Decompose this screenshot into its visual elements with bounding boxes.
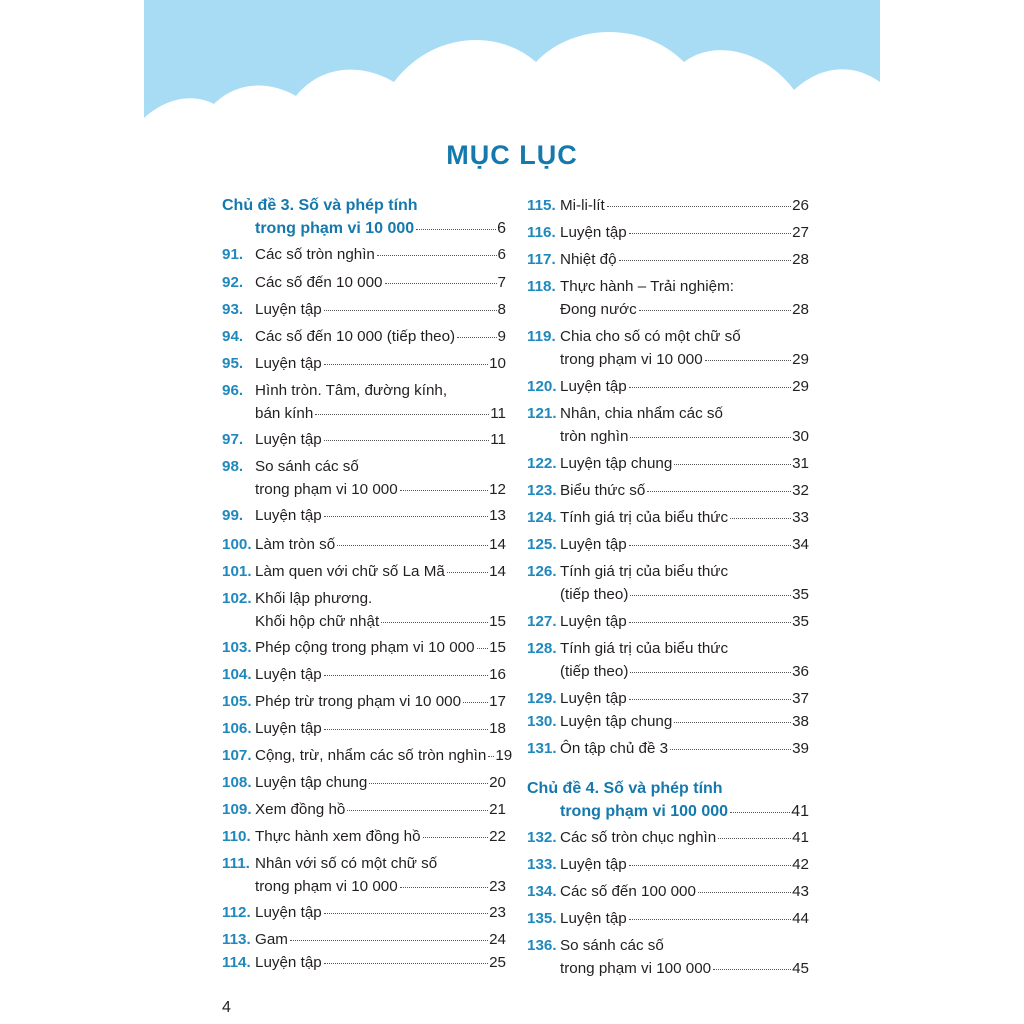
toc-entry-title: Các số đến 100 000 <box>560 883 696 900</box>
toc-entry-title: Luyện tập <box>255 431 322 448</box>
toc-entry-title: Luyện tập chung <box>560 713 673 730</box>
toc-page-ref: 27 <box>792 224 809 241</box>
dot-leader <box>607 206 791 207</box>
toc-entry-line <box>255 325 506 348</box>
toc-entry-title: trong phạm vi 10 000 <box>255 878 398 895</box>
toc-entry-number: 112. <box>222 904 251 921</box>
toc-page-ref: 22 <box>489 828 506 845</box>
dot-leader <box>477 648 489 649</box>
toc-entry-line <box>560 194 809 217</box>
toc-entry-number: 135. <box>527 910 557 927</box>
toc-entry-title: Luyện tập <box>560 224 627 241</box>
toc-entry-line <box>560 957 809 980</box>
toc-entry-number: 132. <box>527 829 557 846</box>
toc-entry-line <box>255 504 506 527</box>
toc-page-ref: 14 <box>489 563 506 580</box>
toc-entry-line <box>255 717 506 740</box>
toc-entry-title: Luyện tập <box>560 613 627 630</box>
toc-entry-title: Tính giá trị của biểu thức <box>560 509 729 526</box>
toc-entry-number: 121. <box>527 405 557 422</box>
toc-entry-line <box>255 455 506 478</box>
toc-entry-title: Làm quen với chữ số La Mã <box>255 563 445 580</box>
dot-leader <box>324 364 488 365</box>
toc-entry-title: trong phạm vi 100 000 <box>560 960 712 977</box>
toc-entry-number: 108. <box>222 774 252 791</box>
toc-entry-title: Luyện tập <box>560 536 627 553</box>
toc-entry-title: (tiếp theo) <box>560 663 629 680</box>
dot-leader <box>381 622 488 623</box>
toc-entry-line <box>255 560 506 583</box>
toc-page-ref: 17 <box>489 693 506 710</box>
toc-entry-title: Nhân, chia nhẩm các số <box>560 405 723 422</box>
toc-entry-line <box>255 533 506 556</box>
toc-entry-number: 116. <box>527 224 556 241</box>
toc-entry-line <box>255 243 506 266</box>
toc-entry-number: 110. <box>222 828 251 845</box>
toc-entry-title: Luyện tập chung <box>255 774 368 791</box>
toc-page-ref: 38 <box>792 713 809 730</box>
toc-entry-title: Đong nước <box>560 301 637 318</box>
toc-entry-number: 115. <box>527 197 556 214</box>
toc-entry-title: trong phạm vi 10 000 <box>560 351 703 368</box>
toc-page-ref: 28 <box>792 251 809 268</box>
toc-entry-title: Chủ đề 3. Số và phép tính <box>222 197 418 214</box>
dot-leader <box>629 865 791 866</box>
toc-entry-number: 96. <box>222 382 244 399</box>
toc-page-ref: 20 <box>489 774 506 791</box>
toc-entry-line <box>560 248 809 271</box>
toc-page-ref: 6 <box>497 246 506 263</box>
toc-page-ref: 28 <box>792 301 809 318</box>
toc-page-ref: 18 <box>489 720 506 737</box>
toc-entry-title: Các số tròn chục nghìn <box>560 829 717 846</box>
toc-entry-number: 130. <box>527 713 557 730</box>
toc-page-ref: 23 <box>489 904 506 921</box>
toc-page-ref: 25 <box>489 954 506 971</box>
toc-page-ref: 33 <box>792 509 809 526</box>
toc-entry-title: Khối hộp chữ nhật <box>255 613 380 630</box>
toc-entry-number: 99. <box>222 507 244 524</box>
toc-entry-number: 102. <box>222 590 252 607</box>
dot-leader <box>629 919 791 920</box>
toc-entry-number: 91. <box>222 246 244 263</box>
dot-leader <box>463 702 488 703</box>
toc-entry-title: trong phạm vi 10 000 <box>255 220 415 237</box>
toc-entry-line <box>255 798 506 821</box>
toc-page-ref: 14 <box>489 536 506 553</box>
toc-entry-title: Ôn tập chủ đề 3 <box>560 740 669 757</box>
toc-entry-title: trong phạm vi 100 000 <box>560 803 729 820</box>
dot-leader <box>629 622 791 623</box>
toc-entry-title: Thực hành – Trải nghiệm: <box>560 278 734 295</box>
toc-entry-number: 98. <box>222 458 244 475</box>
toc-entry-title: Phép trừ trong phạm vi 10 000 <box>255 693 462 710</box>
toc-page-ref: 23 <box>489 878 506 895</box>
toc-entry-line <box>255 587 506 610</box>
dot-leader <box>324 729 488 730</box>
toc-page-ref: 31 <box>792 455 809 472</box>
dot-leader <box>400 490 488 491</box>
dot-leader <box>324 963 488 964</box>
toc-entry-line <box>255 771 506 794</box>
toc-entry-number: 103. <box>222 639 252 656</box>
toc-entry-number: 120. <box>527 378 557 395</box>
toc-entry-line <box>560 560 809 583</box>
toc-entry-number: 111. <box>222 855 250 872</box>
toc-page-ref: 10 <box>489 355 506 372</box>
toc-entry-title: bán kính <box>255 405 314 422</box>
toc-entry-number: 124. <box>527 509 557 526</box>
toc-entry-number: 117. <box>527 251 556 268</box>
toc-entry-title: (tiếp theo) <box>560 586 629 603</box>
cloud-banner <box>144 0 880 135</box>
toc-entry-line <box>560 221 809 244</box>
toc-entry-number: 109. <box>222 801 252 818</box>
toc-entry-line <box>560 452 809 475</box>
toc-entry-line <box>560 325 809 348</box>
toc-entry-title: Luyện tập <box>560 856 627 873</box>
toc-entry-line <box>560 610 809 633</box>
dot-leader <box>629 699 791 700</box>
toc-entry-line <box>560 880 809 903</box>
toc-entry-line <box>560 348 809 371</box>
toc-entry-line <box>255 217 506 240</box>
toc-entry-title: Nhiệt độ <box>560 251 617 268</box>
toc-entry-number: 106. <box>222 720 252 737</box>
dot-leader <box>457 337 496 338</box>
toc-entry-line <box>560 687 809 710</box>
toc-page-ref: 19 <box>495 747 513 764</box>
dot-leader <box>730 518 791 519</box>
toc-entry-line <box>527 777 809 800</box>
toc-page-ref: 15 <box>489 639 506 656</box>
toc-entry-title: trong phạm vi 10 000 <box>255 481 398 498</box>
toc-entry-number: 122. <box>527 455 557 472</box>
page-title: MỤC LỤC <box>446 140 578 170</box>
toc-page-ref: 42 <box>792 856 809 873</box>
toc-entry-number: 93. <box>222 301 244 318</box>
toc-entry-number: 127. <box>527 613 557 630</box>
toc-entry-title: So sánh các số <box>255 458 359 475</box>
toc-entry-title: Các số đến 10 000 (tiếp theo) <box>255 328 456 345</box>
dot-leader <box>488 756 494 757</box>
toc-page-ref: 8 <box>497 301 506 318</box>
toc-entry-number: 113. <box>222 931 251 948</box>
dot-leader <box>670 749 791 750</box>
dot-leader <box>705 360 791 361</box>
toc-entry-title: Khối lập phương. <box>255 590 373 607</box>
dot-leader <box>698 892 791 893</box>
toc-entry-line <box>560 907 809 930</box>
toc-page-ref: 32 <box>792 482 809 499</box>
toc-entry-line <box>560 479 809 502</box>
toc-page-ref: 35 <box>792 613 809 630</box>
toc-entry-line <box>560 637 809 660</box>
toc-entry-line <box>255 636 506 659</box>
toc-entry-line <box>560 583 809 606</box>
toc-entry-title: Luyện tập <box>255 720 322 737</box>
toc-entry-number: 101. <box>222 563 252 580</box>
toc-entry-number: 126. <box>527 563 557 580</box>
toc-entry-number: 128. <box>527 640 557 657</box>
toc-entry-title: Luyện tập <box>560 378 627 395</box>
dot-leader <box>324 440 490 441</box>
toc-entry-title: Biểu thức số <box>560 482 646 499</box>
toc-entry-title: Luyện tập <box>255 301 322 318</box>
toc-entry-line <box>255 744 513 767</box>
toc-entry-number: 105. <box>222 693 252 710</box>
toc-page-ref: 39 <box>792 740 809 757</box>
toc-entry-title: Chia cho số có một chữ số <box>560 328 741 345</box>
toc-entry-line <box>560 375 809 398</box>
toc-page-ref: 36 <box>792 663 809 680</box>
toc-entry-line <box>255 428 506 451</box>
toc-page-ref: 45 <box>792 960 809 977</box>
toc-entry-line <box>560 506 809 529</box>
toc-page-ref: 34 <box>792 536 809 553</box>
toc-entry-line <box>560 800 809 823</box>
toc-entry-title: Mi-li-lít <box>560 197 605 214</box>
dot-leader <box>324 675 488 676</box>
toc-page-ref: 29 <box>792 351 809 368</box>
toc-entry-number: 123. <box>527 482 557 499</box>
toc-entry-number: 133. <box>527 856 557 873</box>
toc-page-ref: 9 <box>497 328 506 345</box>
toc-entry-number: 97. <box>222 431 244 448</box>
toc-entry-line <box>560 826 809 849</box>
toc-entry-number: 92. <box>222 274 244 291</box>
toc-entry-title: Luyện tập chung <box>560 455 673 472</box>
toc-entry-line <box>560 934 809 957</box>
toc-entry-title: So sánh các số <box>560 937 664 954</box>
dot-leader <box>369 783 488 784</box>
toc-entry-line <box>255 402 506 425</box>
toc-entry-number: 94. <box>222 328 244 345</box>
toc-entry-line <box>255 901 506 924</box>
dot-leader <box>315 414 489 415</box>
toc-page-ref: 41 <box>791 803 809 820</box>
toc-entry-title: Luyện tập <box>560 910 627 927</box>
dot-leader <box>290 940 488 941</box>
toc-entry-line <box>560 298 809 321</box>
toc-entry-title: Tính giá trị của biểu thức <box>560 640 729 657</box>
toc-page-ref: 11 <box>490 405 506 422</box>
toc-page-ref: 29 <box>792 378 809 395</box>
toc-page-ref: 37 <box>792 690 809 707</box>
toc-entry-line <box>560 275 809 298</box>
toc-entry-number: 104. <box>222 666 252 683</box>
dot-leader <box>730 812 790 813</box>
toc-entry-title: Tính giá trị của biểu thức <box>560 563 729 580</box>
toc-entry-number: 95. <box>222 355 244 372</box>
toc-page-ref: 7 <box>497 274 506 291</box>
dot-leader <box>377 255 497 256</box>
toc-entry-title: Các số đến 10 000 <box>255 274 383 291</box>
dot-leader <box>718 838 791 839</box>
dot-leader <box>713 969 791 970</box>
dot-leader <box>629 545 791 546</box>
toc-entry-line <box>560 853 809 876</box>
toc-entry-number: 100. <box>222 536 252 553</box>
toc-entry-title: Xem đồng hồ <box>255 801 346 818</box>
toc-entry-title: Luyện tập <box>255 954 322 971</box>
toc-entry-line <box>255 298 506 321</box>
toc-entry-line <box>560 425 809 448</box>
toc-entry-title: Làm tròn số <box>255 536 336 553</box>
toc-entry-title: tròn nghìn <box>560 428 629 445</box>
toc-entry-number: 134. <box>527 883 557 900</box>
toc-page-ref: 15 <box>489 613 506 630</box>
toc-entry-line <box>255 951 506 974</box>
toc-entry-line <box>560 402 809 425</box>
toc-page-ref: 26 <box>792 197 809 214</box>
dot-leader <box>324 516 488 517</box>
toc-entry-number: 114. <box>222 954 251 971</box>
page-number: 4 <box>222 999 231 1016</box>
dot-leader <box>324 913 488 914</box>
toc-entry-line <box>255 379 506 402</box>
dot-leader <box>337 545 488 546</box>
toc-entry-line <box>255 690 506 713</box>
toc-entry-title: Luyện tập <box>255 904 322 921</box>
toc-page-ref: 41 <box>792 829 809 846</box>
toc-entry-number: 107. <box>222 747 252 764</box>
toc-page-ref: 16 <box>489 666 506 683</box>
toc-entry-title: Nhân với số có một chữ số <box>255 855 438 872</box>
toc-page-ref: 30 <box>792 428 809 445</box>
dot-leader <box>385 283 497 284</box>
dot-leader <box>416 229 496 230</box>
dot-leader <box>347 810 488 811</box>
dot-leader <box>639 310 791 311</box>
toc-entry-line <box>255 271 506 294</box>
toc-entry-title: Cộng, trừ, nhẩm các số tròn nghìn <box>255 747 487 764</box>
dot-leader <box>447 572 488 573</box>
toc-entry-line <box>255 478 506 501</box>
toc-entry-line <box>255 928 506 951</box>
dot-leader <box>647 491 791 492</box>
dot-leader <box>630 672 791 673</box>
dot-leader <box>630 437 791 438</box>
toc-entry-line <box>560 710 809 733</box>
toc-page-ref: 21 <box>489 801 506 818</box>
toc-entry-line <box>560 660 809 683</box>
dot-leader <box>324 310 497 311</box>
dot-leader <box>674 722 791 723</box>
toc-entry-title: Hình tròn. Tâm, đường kính, <box>255 382 448 399</box>
toc-entry-title: Chủ đề 4. Số và phép tính <box>527 780 723 797</box>
toc-entry-title: Luyện tập <box>560 690 627 707</box>
dot-leader <box>674 464 791 465</box>
dot-leader <box>400 887 488 888</box>
toc-entry-title: Luyện tập <box>255 355 322 372</box>
toc-entry-line <box>255 852 506 875</box>
dot-leader <box>423 837 489 838</box>
toc-entry-title: Gam <box>255 931 288 948</box>
toc-page-ref: 44 <box>792 910 809 927</box>
toc-entry-title: Luyện tập <box>255 507 322 524</box>
toc-entry-number: 118. <box>527 278 556 295</box>
toc-entry-line <box>255 352 506 375</box>
toc-entry-title: Thực hành xem đồng hồ <box>255 828 421 845</box>
toc-entry-title: Các số tròn nghìn <box>255 246 375 263</box>
dot-leader <box>629 387 791 388</box>
toc-entry-number: 129. <box>527 690 557 707</box>
toc-page-ref: 43 <box>792 883 809 900</box>
toc-page-ref: 35 <box>792 586 809 603</box>
toc-entry-line <box>560 737 809 760</box>
dot-leader <box>630 595 791 596</box>
toc-entry-line <box>255 825 506 848</box>
toc-entry-number: 119. <box>527 328 556 345</box>
toc-entry-number: 136. <box>527 937 557 954</box>
toc-entry-title: Phép cộng trong phạm vi 10 000 <box>255 639 475 656</box>
toc-page-ref: 12 <box>489 481 506 498</box>
toc-entry-number: 125. <box>527 536 557 553</box>
toc-entry-line <box>222 194 506 217</box>
toc-page-ref: 13 <box>489 507 506 524</box>
dot-leader <box>629 233 791 234</box>
toc-entry-line <box>255 875 506 898</box>
toc-page-ref: 24 <box>489 931 506 948</box>
toc-entry-line <box>255 610 506 633</box>
toc-page-ref: 11 <box>490 431 506 448</box>
toc-entry-line <box>560 533 809 556</box>
toc-page-ref: 6 <box>497 220 506 237</box>
toc-entry-title: Luyện tập <box>255 666 322 683</box>
dot-leader <box>619 260 792 261</box>
toc-entry-line <box>255 663 506 686</box>
toc-entry-number: 131. <box>527 740 557 757</box>
